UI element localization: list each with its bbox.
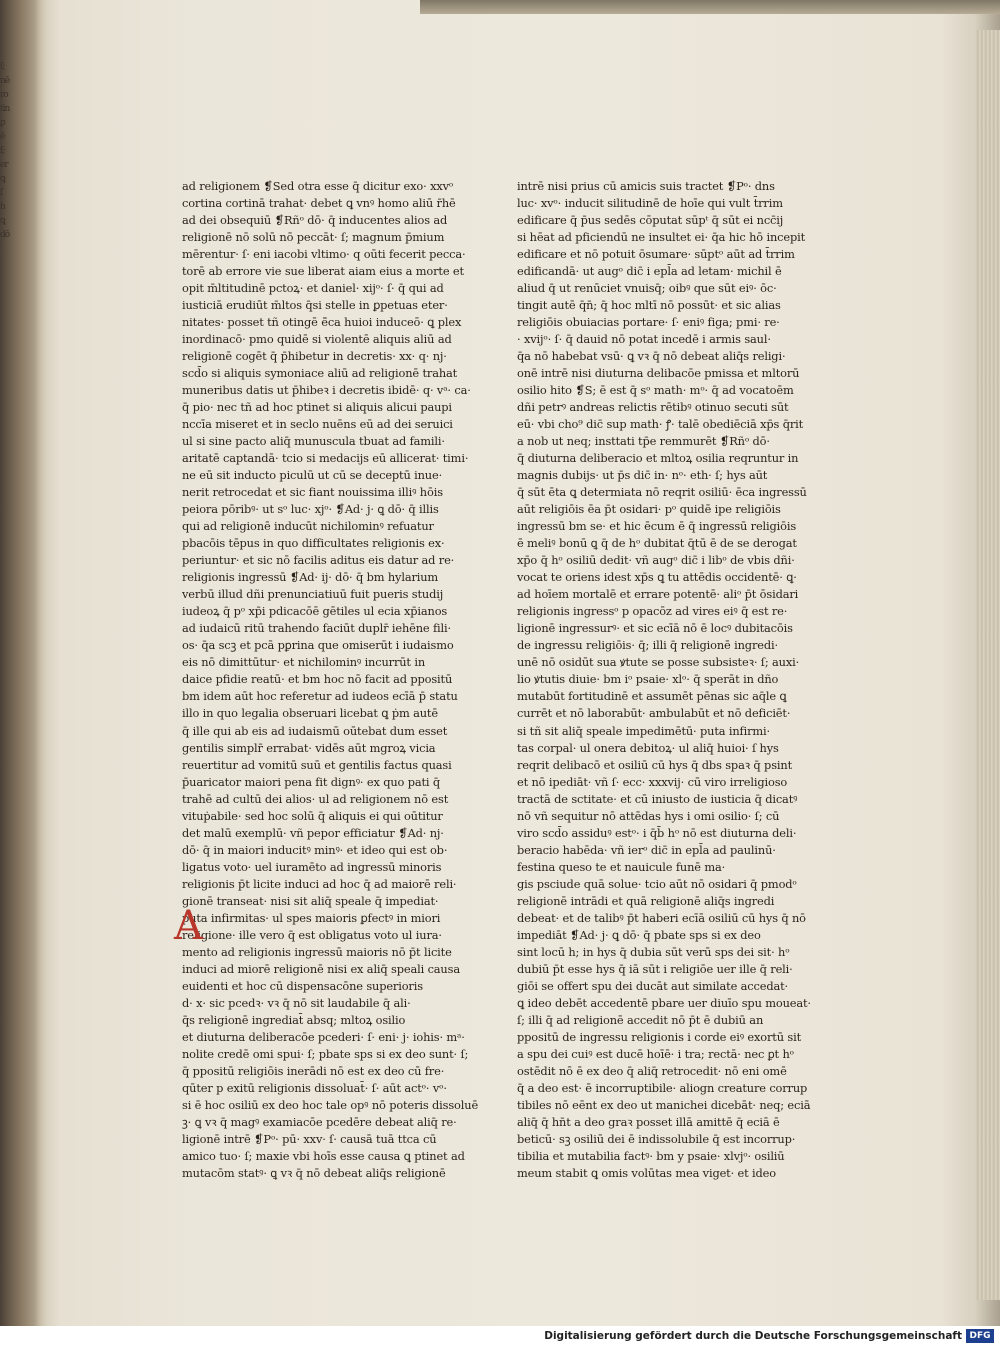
text-line: induci ad miorē religionē nisi ex aliq̄ speali causa	[182, 961, 460, 976]
text-line: de ingressu religiōis· q̄; illi q̄ religionē ingredi·	[517, 638, 778, 653]
text-line: q̄ diuturna deliberacio et mltoꝝ osilia reqruntur in	[517, 451, 799, 466]
text-line: reuertitur ad vomitū suū et gentilis factus quasi	[182, 757, 452, 772]
text-line: tibilia et mutabilia factꝰ· bm y psaie· xlvjᵒ· osiliū	[517, 1148, 785, 1163]
text-line: peiora pōribꝰ· ut sᵒ luc· xjᵒ· ❡Ad· j· ꝗ dō· q̄ illis	[182, 502, 439, 517]
text-line: q̄s religionē ingrediat̄ absq; mltoꝝ osilio	[182, 1012, 406, 1027]
text-line: ꝗ ideo debēt accedentē pbare uer diuīo spu moueat·	[517, 995, 811, 1010]
text-line: nitates· posset tñ otingē ē̄ca huioi induceō· ꝗ plex	[182, 315, 462, 330]
text-line: nccīa miseret et in seclo nuēns eū ad dei seruici	[182, 417, 453, 432]
text-line: eis nō dimittūtur· et nichilominꝰ incurrūt in	[182, 655, 426, 670]
text-line: giōi se offert spu dei ducāt aut similate accedat·	[517, 978, 789, 993]
text-line: festina queso te et nauicule funē ma·	[517, 859, 726, 874]
text-line: ligatus voto· uel iuramēto ad ingressū minoris	[182, 859, 442, 874]
text-line: daice pfidie reatū· et bm hoc nō facit ad ppositū	[182, 672, 453, 687]
text-line: ligionē ingressurꝰ· et sic ecīā nō ē locꝰ dubitacōis	[517, 621, 793, 636]
text-line: ad dei obsequiū ❡Rñᵒ dō· q̄ inducentes alios ad	[182, 213, 448, 228]
text-line: dubiū p̄t esse hys q̄ iā sūt i religiōe uer ille q̄ reli·	[517, 961, 793, 976]
text-line: religionē cogēt q̄ p̄hibetur in decretis· xx· q· nj·	[182, 349, 447, 364]
text-line: nō vñ sequitur nō attēdas hys i omi osilio· ſ; cū	[517, 808, 780, 823]
text-line: et diuturna deliberacōe pcederi· ſ· eni· j· iohis· mᵃ·	[182, 1029, 465, 1044]
text-line: ad hoīem mortalē et errare potentē· aliᵒ p̄t ōsidari	[517, 587, 799, 602]
text-line: reqrit delibacō et osiliū cū hys q̄ dbs spaꝛ q̄ psint	[517, 757, 792, 772]
text-line: meum stabit ꝗ omis volūtas mea viget· et ideo	[517, 1165, 776, 1180]
text-line: ul si sine pacto aliq̄ munuscula tbuat ad famili·	[182, 434, 445, 449]
facing-page-fragment: ſ; nē ro tin ꝑ ē ſ; er ꝗ ſ h ꝗ dō	[0, 62, 10, 240]
text-line: trahē ad cultū dei alios· ul ad religionem nō est	[182, 791, 449, 806]
text-line: q̄ a deo est· ē incorruptibile· aliogn creature corrup	[517, 1080, 808, 1095]
text-line: q̄a nō habebat vsū· ꝗ vꝛ q̄ nō debeat aliq̄s religi·	[517, 349, 786, 364]
text-line: debeat· et de talibꝰ p̄t haberi ecīā osiliū cū hys q̄ nō	[517, 910, 806, 925]
text-line: nerit retrocedat et sic fiant nouissima illiꝰ hōis	[182, 485, 443, 500]
text-line: eū· vbi cho⁹ dic̄ sup math· ꝭ· talē obediēciā xp̄s q̄rit	[517, 417, 804, 432]
text-line: magnis dubijs· ut p̄s dic̄ in· nᵒ· eth· ſ; hys aūt	[517, 468, 768, 483]
text-line: qūter p exitū religionis dissoluat̄· ſ· aūt actᵒ· vᵒ·	[182, 1080, 447, 1095]
text-line: ligionē intrē ❡Pᵒ· pū· xxv· ſ· causā tuā ttca cū	[182, 1131, 437, 1146]
text-line: edificandā· ut augᵒ dic̄ i epl̄a ad letam· michil ē	[517, 264, 782, 279]
footer-bar	[0, 1326, 1000, 1347]
text-column-right	[517, 178, 811, 1180]
text-line: aritatē captandā· tcio si medacijs eū allicerat· timi·	[182, 451, 469, 466]
text-line: onē intrē nisi diuturna delibacōe pmissa et mltorū	[517, 366, 800, 381]
text-line: d· x· sic pcedꝛ· vꝛ q̄ nō sit laudabile q̄ ali·	[182, 995, 411, 1010]
text-line: religiōis obuiacias portare· ſ· eniꝰ figa; pmi· re·	[517, 315, 780, 330]
text-line: viro scd̄o assiduꝰ estᵒ· i q̄b̄ hᵒ nō est diuturna deli·	[517, 825, 797, 840]
book-top-edge	[420, 0, 1000, 14]
text-line: q̄ pio· nec tñ ad hoc ptinet si aliquis alicui paupi	[182, 400, 452, 415]
text-line: nolite credē omi spui· ſ; pbate sps si ex deo sunt· ſ;	[182, 1046, 469, 1061]
text-line: dñi petrꝰ andreas relictis rētibꝰ otinuo secuti sūt	[517, 400, 789, 415]
text-line: · xvijᵒ· ſ· q̄ dauid nō potat incedē i armis saul·	[517, 332, 771, 347]
text-line: edificare et nō potuit ōsumare· sūptᵒ aūt ad t̄rrim	[517, 247, 795, 262]
text-line: intrē nisi prius cū amicis suis tractet ❡Pᵒ· dns	[517, 179, 775, 193]
text-line: torē ab errore vie sue liberat aiam eius a morte et	[182, 264, 464, 279]
text-line: opit m̄ltitudinē pctoꝝ· et daniel· xijᵒ· ſ· q̄ qui ad	[182, 281, 444, 296]
text-line: q̄ ppositū religiōis inerādi nō est ex deo cū fre·	[182, 1063, 445, 1078]
text-line: tractā de sctitate· et cū iniusto de iusticia q̄ dicatꝰ	[517, 791, 798, 806]
text-line: dō· q̄ in maiori inducitꝰ minꝰ· et ideo qui est ob·	[182, 842, 448, 857]
text-line: currēt et nō laborabūt· ambulabūt et nō deficiēt·	[517, 706, 791, 721]
text-line: mērentur· ſ· eni iacobi vltimo· q oūti fecerit pecca·	[182, 247, 466, 262]
text-line: ꝫ· ꝗ vꝛ q̄ magꝰ examiacōe pcedēre debeat aliq̄ re·	[182, 1114, 457, 1129]
text-line: ppositū de ingressu religionis i corde eiꝰ exortū sit	[517, 1029, 802, 1044]
text-line: periuntur· et sic nō facilis aditus eis datur ad re·	[182, 553, 455, 568]
text-line: iudeoꝝ q̄ pᵒ xp̄i pdicacōē gētiles ul ecia xp̄ianos	[182, 604, 448, 619]
text-line: si ē hoc osiliū ex deo hoc tale opꝰ nō poteris dissoluē	[182, 1097, 479, 1112]
text-line: muneribus datis ut p̄hibeꝛ i decretis ibidē· q· vᵃ· ca·	[182, 383, 471, 398]
text-line: religionis ingressᵒ p opacōz ad vires eiꝰ q̄ est re·	[517, 604, 788, 619]
text-line: bm idem aūt hoc referetur ad iudeos ecīā p̄ statu	[182, 689, 458, 704]
text-line: et nō ipediāt· vñ ſ· ecc· xxxvij· cū viro irreligioso	[517, 774, 788, 789]
text-line: religione· ille vero q̄ est obligatus voto ul iura·	[182, 927, 442, 942]
text-line: impediāt ❡Ad· j· ꝗ dō· q̄ pbate sps si ex deo	[517, 927, 761, 942]
text-line: mutacōm statꝰ· ꝗ vꝛ q̄ nō debeat aliq̄s religionē	[182, 1165, 446, 1180]
text-line: sint locū h; in hys q̄ dubia sūt verū sps dei sit· hᵒ	[517, 944, 790, 959]
text-line: religionis p̄t licite induci ad hoc q̄ ad maiorē reli·	[182, 876, 457, 891]
text-line: qui ad religionē inducūt nichilominꝰ refuatur	[182, 519, 434, 534]
text-line: beracio habēda· vñ ierᵒ dic̄ in epl̄a ad paulinū·	[517, 842, 776, 857]
text-line: ad iudaicū ritū trahendo faciūt duplr̄ iehēne fili·	[182, 621, 451, 636]
decorated-initial: A	[174, 903, 203, 949]
text-line: os· q̄a scꝫ et pcā pꝑrina que omiserūt i iudaismo	[182, 638, 454, 653]
text-line: euidenti et hoc cū dispensacōne superioris	[182, 978, 423, 993]
dfg-logo: DFG	[966, 1329, 994, 1343]
text-line: luc· xvᵒ· inducit silitudinē de hoīe qui vult t̄rrim	[517, 196, 783, 211]
text-line: aūt religiōis ēa p̄t osidari· pᵒ quidē ipe religiōis	[517, 502, 781, 517]
text-line: gionē transeat· nisi sit aliq̄ speale q̄ impediat·	[182, 893, 439, 908]
text-line: pbacōis tēpus in quo difficultates religionis ex·	[182, 536, 445, 551]
text-line: beticū· sꝫ osiliū dei ē indissolubile q̄ est incorrup·	[517, 1131, 796, 1146]
text-line: xp̄o q̄ hᵒ osiliū dedit· vñ augᵒ dic̄ i libᵒ de vbis dñi·	[517, 553, 795, 568]
text-line: q̄ sūt ēta ꝗ determiata nō reqrit osiliū· ēca ingressū	[517, 485, 807, 500]
text-column-left	[182, 178, 479, 1180]
text-line: ad religionem ❡Sed otra esse q̄ dicitur exo· xxvᵒ	[182, 179, 454, 193]
page-stack-edge	[976, 30, 1000, 1300]
text-line: verbū illud dñi prenunciatiuū fuit pueris studij	[182, 587, 444, 602]
text-line: puta infirmitas· ul spes maioris ꝑfectꝰ in miori	[182, 910, 441, 925]
text-line: q̄ ille qui ab eis ad iudaismū oūtebat dum esset	[182, 723, 448, 738]
text-line: edificare q̄ p̄us sedēs cōputat sūpᵗ q̄ sūt ei ncc̄ij	[517, 213, 784, 228]
text-line: a spu dei cuiꝰ est ducē hoīē· i tra; rectā· nec ꝑt hᵒ	[517, 1046, 794, 1061]
text-line: det malū exemplū· vñ pepor efficiatur ❡Ad· nj·	[182, 825, 444, 840]
text-line: religionē nō solū nō peccāt· ſ; magnum p̄mium	[182, 230, 445, 245]
text-line: tibiles nō eēnt ex deo ut manichei dicebāt· neq; eciā	[517, 1097, 811, 1112]
text-line: a nob ut neq; insttati tp̄e remmurēt ❡Rñᵒ dō·	[517, 434, 770, 449]
text-line: illo in quo legalia obseruari licebat ꝗ ṗm autē	[182, 706, 438, 721]
text-line: unē nō osidūt sua ꝟtute se posse subsisteꝛ· ſ; auxi·	[517, 655, 800, 670]
text-line: ostēdit nō ē ex deo q̄ aliq̄ retrocedit· nō eni omē	[517, 1063, 787, 1078]
text-line: amico tuo· ſ; maxie vbi hoīs esse causa ꝗ ptinet ad	[182, 1148, 465, 1163]
funding-credit: Digitalisierung gefördert durch die Deutsche Forschungsgemeinschaft	[544, 1330, 962, 1342]
text-line: religionis ingressū ❡Ad· ij· dō· q̄ bm hylarium	[182, 570, 439, 585]
text-line: mento ad religionis ingressū maioris nō p̄t licite	[182, 944, 452, 959]
text-line: vocat te oriens idest xp̄s ꝗ tu attēdis occidentē· ꝗ·	[517, 570, 797, 585]
text-line: inordinacō· pmo quidē si violentē aliquis aliū ad	[182, 332, 452, 347]
text-line: mutabūt fortitudinē et assumēt pēnas sic aq̄le ꝗ	[517, 689, 787, 704]
text-line: osilio hito ❡S; ē est q̄ sᵒ math· mᵒ· q̄ ad vocatoēm	[517, 383, 794, 398]
text-line: ſ; illi q̄ ad religionē accedit nō p̄t ē dubiū an	[517, 1012, 764, 1027]
text-line: p̄uaricator maiori pena fit dignꝰ· ex quo pati q̄	[182, 774, 441, 789]
text-line: aliq̄ q̄ hn̄t a deo graꝛ posset illā amittē q̄ eciā ē	[517, 1114, 780, 1129]
text-line: si hēat ad pficiendū ne insultet ei· q̄a hic hō incepit	[517, 230, 806, 245]
text-line: lio ꝟtutis diuie· bm iᵒ psaie· xlᵒ· q̄ sperāt in dño	[517, 672, 779, 687]
text-line: tingit autē q̄n̄; q̄ hoc mltī nō possūt· et sic alias	[517, 298, 781, 313]
text-line: ē meliꝰ bonū ꝗ q̄ de hᵒ dubitat q̄tū ē de se derogat	[517, 536, 797, 551]
text-line: vituṗabile· sed hoc solū q̄ aliquis ei qui oūtitur	[182, 808, 443, 823]
text-line: gis psciude quā solue· tcio aūt nō osidari q̄ pmodᵒ	[517, 876, 797, 891]
text-line: tas corpal· ul onera debitoꝝ· ul aliq̄ huioi· ſ hys	[517, 740, 779, 755]
text-line: iusticiā erudiūt m̄ltos q̄si stelle in ꝑpetuas eter·	[182, 298, 448, 313]
text-line: gentilis simplr̄ errabat· vidēs aūt mgroꝝ vicia	[182, 740, 436, 755]
text-line: si tñ sit aliq̄ speale impedimētū· puta infirmi·	[517, 723, 771, 738]
text-line: cortina cortinā trahat· debet ꝗ vnꝰ homo aliū r̄hē	[182, 196, 456, 211]
text-line: scd̄o si aliquis symoniace aliū ad religionē trahat	[182, 366, 458, 381]
text-line: aliud q̄ ut renūciet vnuisq̄; oibꝰ que sūt eiꝰ· ōc·	[517, 281, 777, 296]
text-line: ne eū sit inducto piculū ut cū se deceptū inue·	[182, 468, 443, 483]
text-line: religionē intrādi et quā religionē aliq̄s ingredi	[517, 893, 775, 908]
text-line: ingressū bm se· et hic ēcum ē q̄ ingressū religiōis	[517, 519, 797, 534]
